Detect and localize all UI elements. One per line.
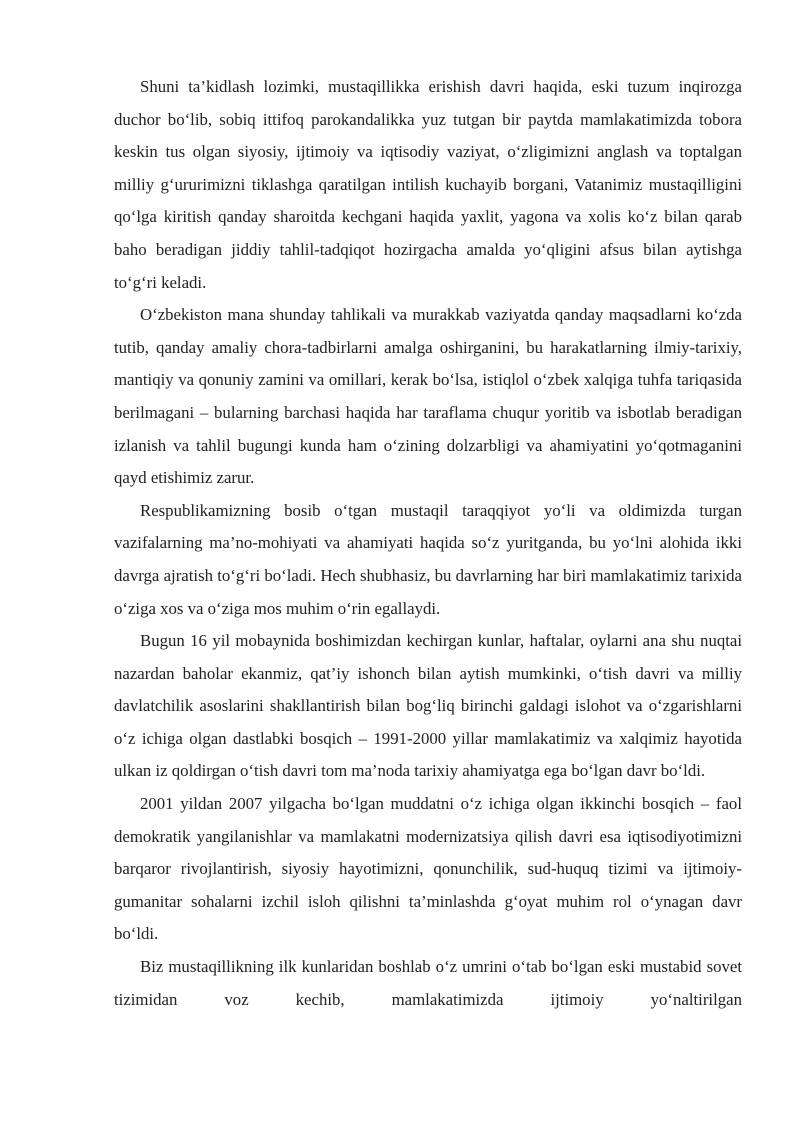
paragraph-5: 2001 yildan 2007 yilgacha bo‘lgan muddatni o‘z ichiga olgan ikkinchi bosqich – faol demokratik yangilanishlar va mamlakatni modernizatsiya qilish davri esa iqtisodiyotimizni barqaror rivojlantirish, siyosiy hayotimizni, qonunchilik, sud-huquq tizimi va ijtimoiy-gumanitar sohalarni izchil isloh qilishni ta’minlashda g‘oyat muhim rol o‘ynagan davr bo‘ldi. — [114, 794, 742, 944]
paragraph-4: Bugun 16 yil mobaynida boshimizdan kechirgan kunlar, haftalar, oylarni ana shu nuqtai nazardan baholar ekanmiz, qat’iy ishonch bilan aytish mumkinki, o‘tish davri va milliy davlatchilik asoslarini shakllantirish bilan bog‘liq birinchi galdagi islohot va o‘zgarishlarni o‘z ichiga olgan dastlabki bosqich – 1991-2000 yillar mamlakatimiz va xalqimiz hayotida ulkan iz qoldirgan o‘tish davri tom ma’noda tarixiy ahamiyatga ega bo‘lgan davr bo‘ldi. — [114, 631, 742, 781]
paragraph-2: O‘zbekiston mana shunday tahlikali va murakkab vaziyatda qanday maqsadlarni ko‘zda tutib, qanday amaliy chora-tadbirlarni amalga oshirganini, bu harakatlarning ilmiy-tarixiy, mantiqiy va qonuniy zamini va omillari, kerak bo‘lsa, istiqlol o‘zbek xalqiga tuhfa tariqasida berilmagani – bularning barchasi haqida har taraflama chuqur yoritib va isbotlab beradigan izlanish va tahlil bugungi kunda ham o‘zining dolzarbligi va ahamiyatini yo‘qotmaganini qayd etishimiz zarur. — [114, 305, 742, 488]
paragraph-1: Shuni ta’kidlash lozimki, mustaqillikka erishish davri haqida, eski tuzum inqirozga duchor bo‘lib, sobiq ittifoq parokandalikka yuz tutgan bir paytda mamlakatimizda tobora keskin tus olgan siyosiy, ijtimoiy va iqtisodiy vaziyat, o‘zligimizni anglash va toptalgan milliy g‘ururimizni tiklashga qaratilgan intilish kuchayib borgani, Vatanimiz mustaqilligini qo‘lga kiritish qanday sharoitda kechgani haqida yaxlit, yagona va xolis ko‘z bilan qarab baho beradigan jiddiy tahlil-tadqiqot hozirgacha amalda yo‘qligini afsus bilan aytishga to‘g‘ri keladi. — [114, 77, 742, 292]
document-page — [114, 71, 742, 1016]
paragraph-6: Biz mustaqillikning ilk kunlaridan boshlab o‘z umrini o‘tab bo‘lgan eski mustabid sovet tizimidan voz kechib, mamlakatimizda ijtimoiy yo‘naltirilgan — [114, 957, 742, 1009]
paragraph-3: Respublikamizning bosib o‘tgan mustaqil taraqqiyot yo‘li va oldimizda turgan vazifalarning ma’no-mohiyati va ahamiyati haqida so‘z yuritganda, bu yo‘lni alohida ikki davrga ajratish to‘g‘ri bo‘ladi. Hech shubhasiz, bu davrlarning har biri mamlakatimiz tarixida o‘ziga xos va o‘ziga mos muhim o‘rin egallaydi. — [114, 500, 742, 618]
